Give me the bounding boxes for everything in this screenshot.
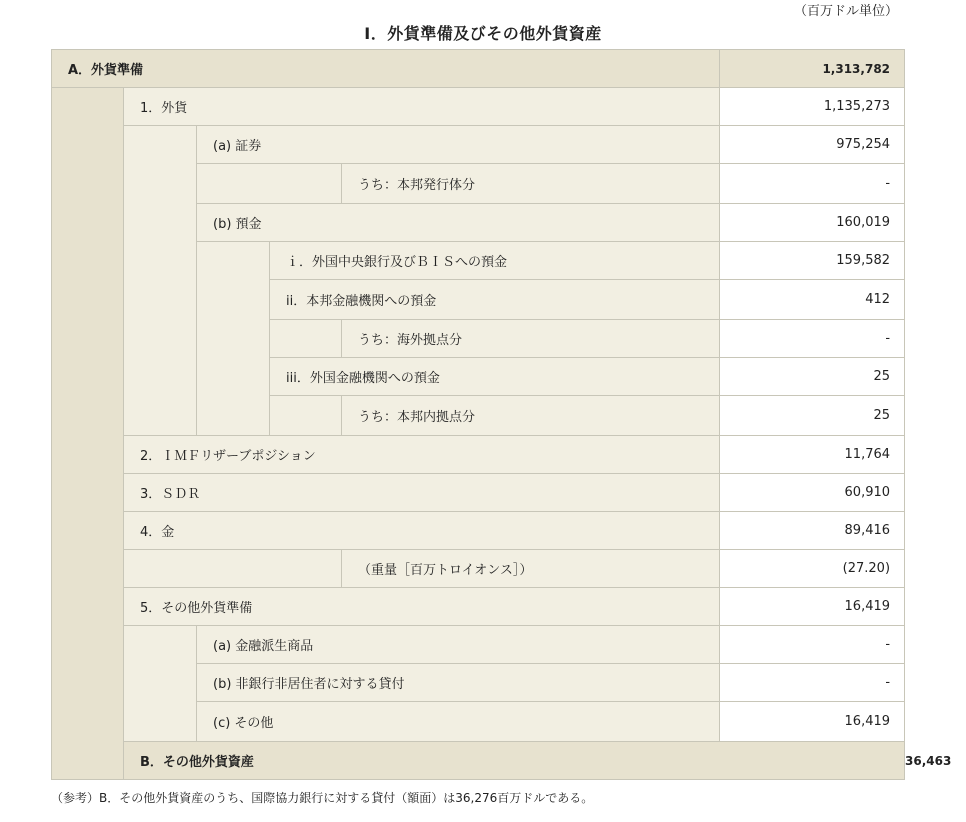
row-value-sec: 975,254 bbox=[720, 126, 905, 164]
row-label-dep-ii-ov: うち：海外拠点分 bbox=[342, 320, 720, 358]
row-value-sec-dom: - bbox=[720, 164, 905, 204]
row-value-a: 1,313,782 bbox=[720, 50, 905, 88]
row-label-dep-iii: iii．外国金融機関への預金 bbox=[270, 358, 720, 396]
row-value-other-b: - bbox=[720, 664, 905, 702]
row-label-b: B．その他外貨資産 bbox=[124, 742, 905, 780]
row-value-dep-iii-dom: 25 bbox=[720, 396, 905, 436]
indent-spacer bbox=[270, 320, 342, 358]
row-label-sec-dom: うち：本邦発行体分 bbox=[342, 164, 720, 204]
indent-spacer bbox=[52, 88, 124, 780]
page-title: Ⅰ．外貨準備及びその他外貨資産 bbox=[364, 24, 602, 43]
row-value-imf: 11,764 bbox=[720, 436, 905, 474]
row-label-other: 5．その他外貨準備 bbox=[124, 588, 720, 626]
row-label-dep-iii-dom: うち：本邦内拠点分 bbox=[342, 396, 720, 436]
row-label-sec: (a) 証券 bbox=[197, 126, 720, 164]
table-row: B．その他外貨資産 36,463 bbox=[52, 742, 905, 780]
table-row bbox=[52, 126, 905, 164]
indent-spacer bbox=[124, 626, 197, 742]
row-label-fx: 1．外貨 bbox=[124, 88, 720, 126]
table-row bbox=[52, 550, 905, 588]
reserves-table bbox=[51, 49, 952, 780]
row-value-gold: 89,416 bbox=[720, 512, 905, 550]
row-value-dep-ii-ov: - bbox=[720, 320, 905, 358]
table-row bbox=[52, 474, 905, 512]
row-value-dep: 160,019 bbox=[720, 204, 905, 242]
row-label-gold-weight: （重量［百万トロイオンス］） bbox=[342, 550, 720, 588]
row-label-dep: (b) 預金 bbox=[197, 204, 720, 242]
row-value-other-a: - bbox=[720, 626, 905, 664]
table-row bbox=[52, 626, 905, 664]
row-label-other-b: (b) 非銀行非居住者に対する貸付 bbox=[197, 664, 720, 702]
row-value-other: 16,419 bbox=[720, 588, 905, 626]
row-value-dep-ii: 412 bbox=[720, 280, 905, 320]
table-row bbox=[52, 88, 905, 126]
unit-note: （百万ドル単位） bbox=[793, 4, 898, 19]
indent-spacer bbox=[124, 126, 197, 436]
row-label-dep-ii: ii．本邦金融機関への預金 bbox=[270, 280, 720, 320]
row-label-dep-i: ｉ．外国中央銀行及びＢＩＳへの預金 bbox=[270, 242, 720, 280]
row-value-dep-i: 159,582 bbox=[720, 242, 905, 280]
table-row bbox=[52, 50, 905, 88]
indent-spacer bbox=[197, 164, 342, 204]
row-label-sdr: 3．ＳＤＲ bbox=[124, 474, 720, 512]
row-value-fx: 1,135,273 bbox=[720, 88, 905, 126]
row-value-other-c: 16,419 bbox=[720, 702, 905, 742]
row-value-sdr: 60,910 bbox=[720, 474, 905, 512]
row-label-other-c: (c) その他 bbox=[197, 702, 720, 742]
row-value-dep-iii: 25 bbox=[720, 358, 905, 396]
row-label-imf: 2．ＩＭＦリザーブポジション bbox=[124, 436, 720, 474]
table-row bbox=[52, 436, 905, 474]
footnote: （参考）B．その他外貨資産のうち、国際協力銀行に対する貸付（額面）は36,276百万ドルである。 bbox=[51, 791, 594, 805]
indent-spacer bbox=[197, 242, 270, 436]
indent-spacer bbox=[270, 396, 342, 436]
table-row bbox=[52, 588, 905, 626]
row-label-a: A．外貨準備 bbox=[52, 50, 720, 88]
row-label-gold: 4．金 bbox=[124, 512, 720, 550]
table-row bbox=[52, 512, 905, 550]
row-value-gold-weight: (27.20) bbox=[720, 550, 905, 588]
row-label-other-a: (a) 金融派生商品 bbox=[197, 626, 720, 664]
indent-spacer bbox=[124, 550, 342, 588]
